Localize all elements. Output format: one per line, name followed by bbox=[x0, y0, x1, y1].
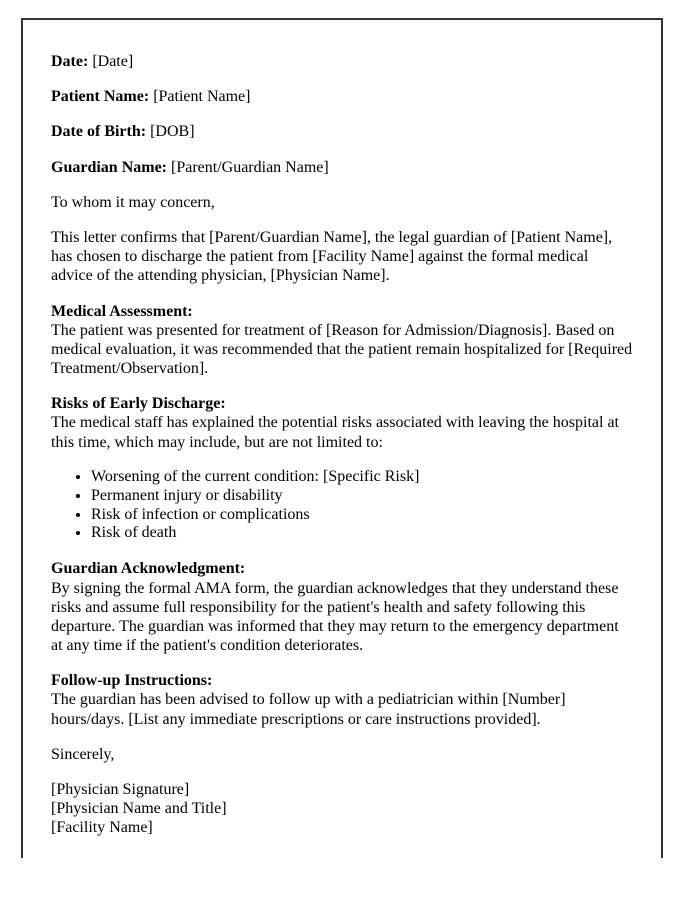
date-of-birth-value: [DOB] bbox=[150, 123, 195, 141]
risk-item: • Risk of infection or complications bbox=[91, 506, 633, 525]
risks-section bbox=[51, 394, 633, 452]
salutation: To whom it may concern, bbox=[51, 193, 215, 211]
risks-body: The medical staff has explained the potential risks associated with leaving the hospital at this time, which may include, but are not limited to: bbox=[51, 414, 619, 451]
closing: Sincerely, bbox=[51, 745, 115, 763]
guardian-name-value: [Parent/Guardian Name] bbox=[171, 158, 329, 176]
acknowledgment-heading: Guardian Acknowledgment: bbox=[51, 560, 246, 578]
patient-name-field bbox=[51, 87, 633, 106]
facility-name-line: [Facility Name] bbox=[51, 819, 153, 837]
acknowledgment-body: By signing the formal AMA form, the guardian acknowledges that they understand these risks and assume full responsibility for the patient's health and safety following this departure. The guardian was informed that they may return to the emergency department at any time if the patient's condition deteriorates. bbox=[51, 579, 619, 655]
risk-item: • Worsening of the current condition: [Specific Risk] bbox=[91, 468, 633, 487]
date-of-birth-label: Date of Birth: bbox=[51, 123, 147, 141]
followup-body: The guardian has been advised to follow up with a pediatrician within [Number] hours/days. [List any immediate prescriptions or care instructions provided]. bbox=[51, 691, 566, 728]
physician-signature-line: [Physician Signature] bbox=[51, 781, 190, 798]
date-of-birth-field bbox=[51, 122, 633, 141]
patient-name-label: Patient Name: bbox=[51, 88, 150, 106]
signature-block bbox=[51, 780, 633, 838]
followup-section bbox=[51, 671, 633, 729]
medical-assessment-section bbox=[51, 302, 633, 379]
ama-discharge-letter bbox=[21, 18, 663, 858]
followup-heading: Follow-up Instructions: bbox=[51, 672, 213, 690]
date-field bbox=[51, 52, 633, 71]
medical-assessment-body: The patient was presented for treatment of [Reason for Admission/Diagnosis]. Based on medical evaluation, it was recommended that the patient remain hospitalized for [Required Treatment/Observation]. bbox=[51, 321, 633, 378]
risk-item: • Permanent injury or disability bbox=[91, 487, 633, 506]
risks-heading: Risks of Early Discharge: bbox=[51, 395, 226, 413]
intro-paragraph: This letter confirms that [Parent/Guardian Name], the legal guardian of [Patient Name], has chosen to discharge the patient from [Facility Name] against the formal medical advice of the attending physician, [Physician Name]. bbox=[51, 228, 613, 285]
risk-list bbox=[51, 468, 633, 544]
date-label: Date: bbox=[51, 53, 89, 70]
date-value: [Date] bbox=[92, 53, 134, 70]
guardian-name-label: Guardian Name: bbox=[51, 158, 167, 176]
guardian-name-field bbox=[51, 158, 633, 177]
physician-name-title-line: [Physician Name and Title] bbox=[51, 800, 227, 818]
medical-assessment-heading: Medical Assessment: bbox=[51, 302, 193, 320]
patient-name-value: [Patient Name] bbox=[153, 88, 251, 106]
risk-item: • Risk of death bbox=[91, 524, 633, 543]
acknowledgment-section bbox=[51, 559, 633, 655]
